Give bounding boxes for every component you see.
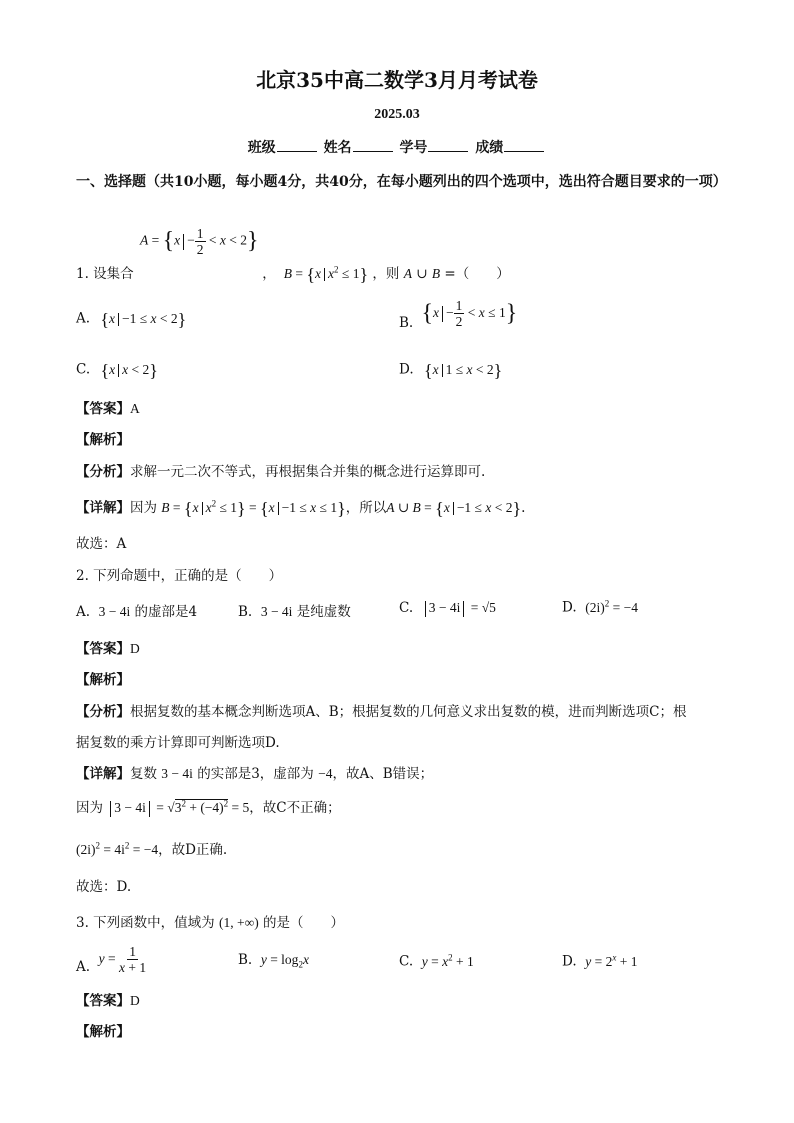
q2-option-b[interactable]: B. 3 − 4i 是纯虚数	[238, 604, 351, 620]
q3-option-b[interactable]: B. $y = \log_2x$	[238, 952, 309, 970]
q1-option-b[interactable]: B. {x − $\frac{1}{2}$ < x ≤ 1}	[399, 298, 518, 331]
q2-line-d: $(2i)^2 = 4i^2 = -4$，故D正确.	[76, 840, 228, 858]
q2-fenxi: 【分析】根据复数的基本概念判断选项A、B；根据复数的几何意义求出复数的模，进而判断选项C；根	[76, 704, 687, 720]
field-id-blank[interactable]	[428, 139, 468, 152]
q1-option-a[interactable]: A. {x −1 ≤ x < 2}	[76, 309, 187, 329]
section-heading: 一、选择题（共10小题，每小题4分，共40分，在每小题列出的四个选项中，选出符合题目要求的一项）	[76, 174, 727, 190]
q3-stem: 3. 下列函数中，值域为 (1, +∞) 的是（ ）	[76, 915, 344, 931]
q3-answer: 【答案】D	[76, 993, 140, 1009]
field-name-blank[interactable]	[353, 139, 393, 152]
q1-prefix: 1. 设集合	[76, 266, 134, 282]
q3-option-d[interactable]: D. $y = 2^x + 1$	[562, 952, 638, 970]
page-title: 北京35中高二数学3月月考试卷	[256, 68, 538, 92]
field-score-blank[interactable]	[504, 139, 544, 152]
q2-conclusion: 故选：D.	[76, 879, 132, 895]
student-fields	[0, 137, 794, 157]
q2-option-d[interactable]: D. $(2i)^2 = -4$	[562, 598, 638, 616]
q1-stem: 1. 设集合 ， B = {x $x^2 \le 1$} ，则 A ∪ B =（ ）	[76, 264, 510, 285]
field-class-blank[interactable]	[277, 139, 317, 152]
q1-xiangjie: 【详解】因为 B = {x $x^2 \le 1\} = \{x -1 \le x \le 1\}$，所以A ∪ B = {x −1 ≤ x < 2}.	[76, 498, 526, 519]
q3-jiexi: 【解析】	[76, 1024, 130, 1040]
q2-answer: 【答案】D	[76, 641, 140, 657]
q1-option-d[interactable]: D. {x 1 ≤ x < 2}	[399, 360, 503, 380]
field-score-label: 成绩	[475, 140, 504, 156]
q2-option-a[interactable]: A. 3 − 4i 的虚部是4	[76, 604, 198, 620]
q3-option-a[interactable]: A. y = $\frac{1}{x + 1}$	[76, 944, 147, 975]
q1-conclusion: 故选：A	[76, 536, 127, 552]
field-id-label: 学号	[399, 140, 428, 156]
q3-option-c[interactable]: C. $y = x^2 + 1$	[399, 952, 474, 970]
q2-stem: 2. 下列命题中，正确的是（ ）	[76, 568, 283, 584]
q2-line-c: 因为 $3 - 4i = √3^2 + (-4)^2 = 5$，故C不正确；	[76, 798, 341, 816]
exam-date: 2025.03	[374, 107, 420, 122]
q2-jiexi: 【解析】	[76, 672, 130, 688]
q2-xiangjie: 【详解】复数 3 − 4i 的实部是3，虚部为 −4，故A、B错误；	[76, 766, 434, 782]
q2-fenxi-cont: 据复数的乘方计算即可判断选项D.	[76, 735, 280, 751]
q1-fenxi: 【分析】求解一元二次不等式，再根据集合并集的概念进行运算即可.	[76, 464, 486, 480]
field-name-label: 姓名	[323, 140, 352, 156]
q2-option-c[interactable]: C. 3 − 4i = √5	[399, 600, 496, 616]
q1-jiexi: 【解析】	[76, 432, 130, 448]
field-class-label: 班级	[247, 140, 276, 156]
q1-option-c[interactable]: C. {x x < 2}	[76, 360, 158, 380]
q1-answer: 【答案】A	[76, 401, 140, 417]
